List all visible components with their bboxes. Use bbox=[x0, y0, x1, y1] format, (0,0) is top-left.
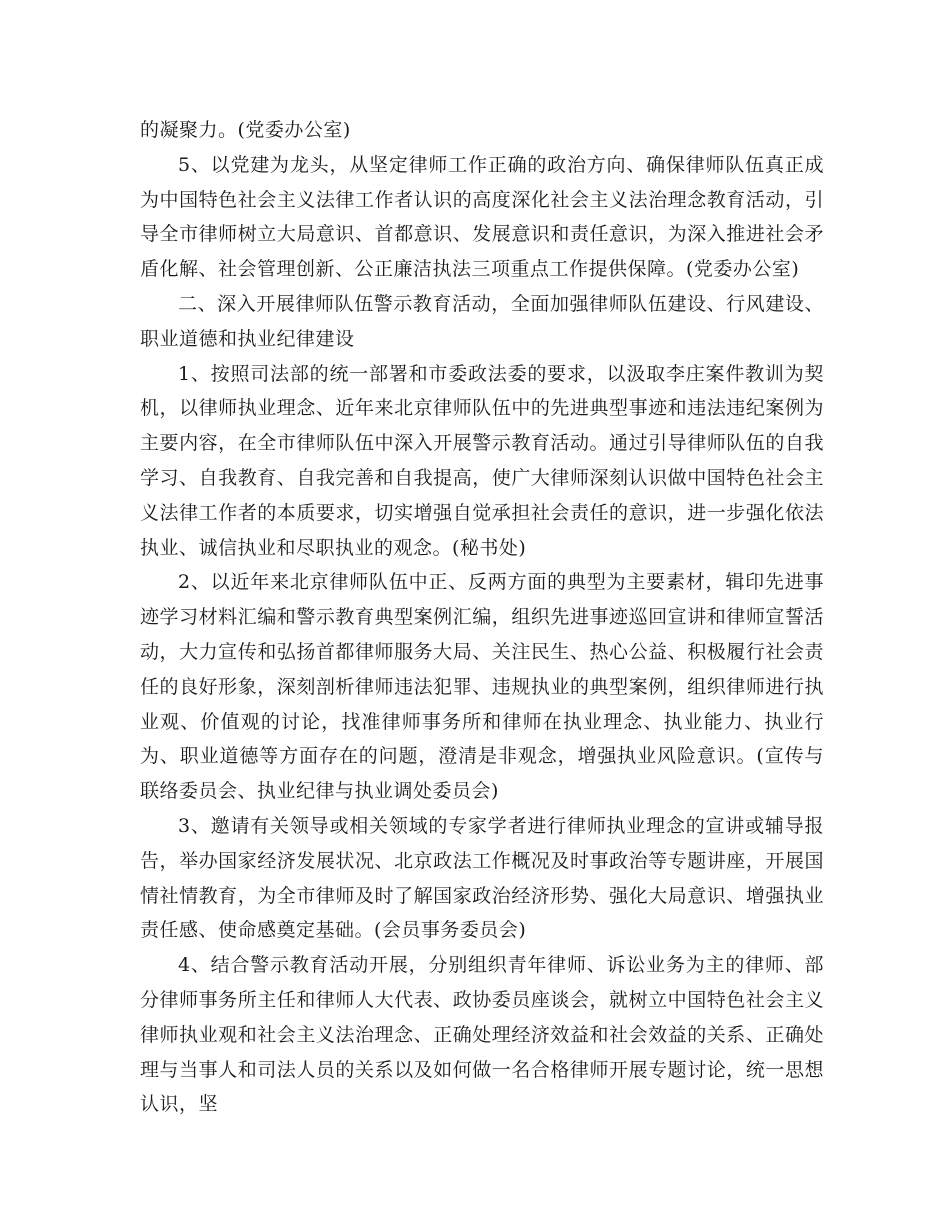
paragraph-item-5: 5、以党建为龙头，从坚定律师工作正确的政治方向、确保律师队伍真正成为中国特色社会主义法律工作者认识的高度深化社会主义法治理念教育活动，引导全市律师树立大局意识、首都意识、发展意识和责任意识，为深入推进社会矛盾化解、社会管理创新、公正廉洁执法三项重点工作提供保障。(党委办公室) bbox=[140, 153, 824, 281]
paragraph-item-2: 2、以近年来北京律师队伍中正、反两方面的典型为主要素材，辑印先进事迹学习材料汇编和警示教育典型案例汇编，组织先进事迹巡回宣讲和律师宣誓活动，大力宣传和弘扬首都律师服务大局、关注民生、热心公益、积极履行社会责任的良好形象，深刻剖析律师违法犯罪、违规执业的典型案例，组织律师进行执业观、价值观的讨论，找准律师事务所和律师在执业理念、执业能力、执业行为、职业道德等方面存在的问题，澄清是非观念，增强执业风险意识。(宣传与联络委员会、执业纪律与执业调处委员会) bbox=[140, 571, 824, 803]
paragraph-continuation: 的凝聚力。(党委办公室) bbox=[140, 119, 351, 141]
paragraph-item-4: 4、结合警示教育活动开展，分别组织青年律师、诉讼业务为主的律师、部分律师事务所主任和律师人大代表、政协委员座谈会，就树立中国特色社会主义律师执业观和社会主义法治理念、正确处理经济效益和社会效益的关系、正确处理与当事人和司法人员的关系以及如何做一名合格律师开展专题讨论，统一思想认识，坚 bbox=[140, 954, 824, 1116]
paragraph-item-1: 1、按照司法部的统一部署和市委政法委的要求，以汲取李庄案件教训为契机，以律师执业理念、近年来北京律师队伍中的先进典型事迹和违法违纪案例为主要内容，在全市律师队伍中深入开展警示教育活动。通过引导律师队伍的自我学习、自我教育、自我完善和自我提高，使广大律师深刻认识做中国特色社会主义法律工作者的本质要求，切实增强自觉承担社会责任的意识，进一步强化依法执业、诚信执业和尽职执业的观念。(秘书处) bbox=[140, 362, 824, 559]
paragraph-item-3: 3、邀请有关领导或相关领域的专家学者进行律师执业理念的宣讲或辅导报告，举办国家经济发展状况、北京政法工作概况及时事政治等专题讲座，开展国情社情教育，为全市律师及时了解国家政治经济形势、强化大局意识、增强执业责任感、使命感奠定基础。(会员事务委员会) bbox=[140, 814, 824, 942]
document-body bbox=[140, 113, 824, 1122]
section-heading-2: 二、深入开展律师队伍警示教育活动，全面加强律师队伍建设、行风建设、职业道德和执业纪律建设 bbox=[140, 292, 824, 350]
